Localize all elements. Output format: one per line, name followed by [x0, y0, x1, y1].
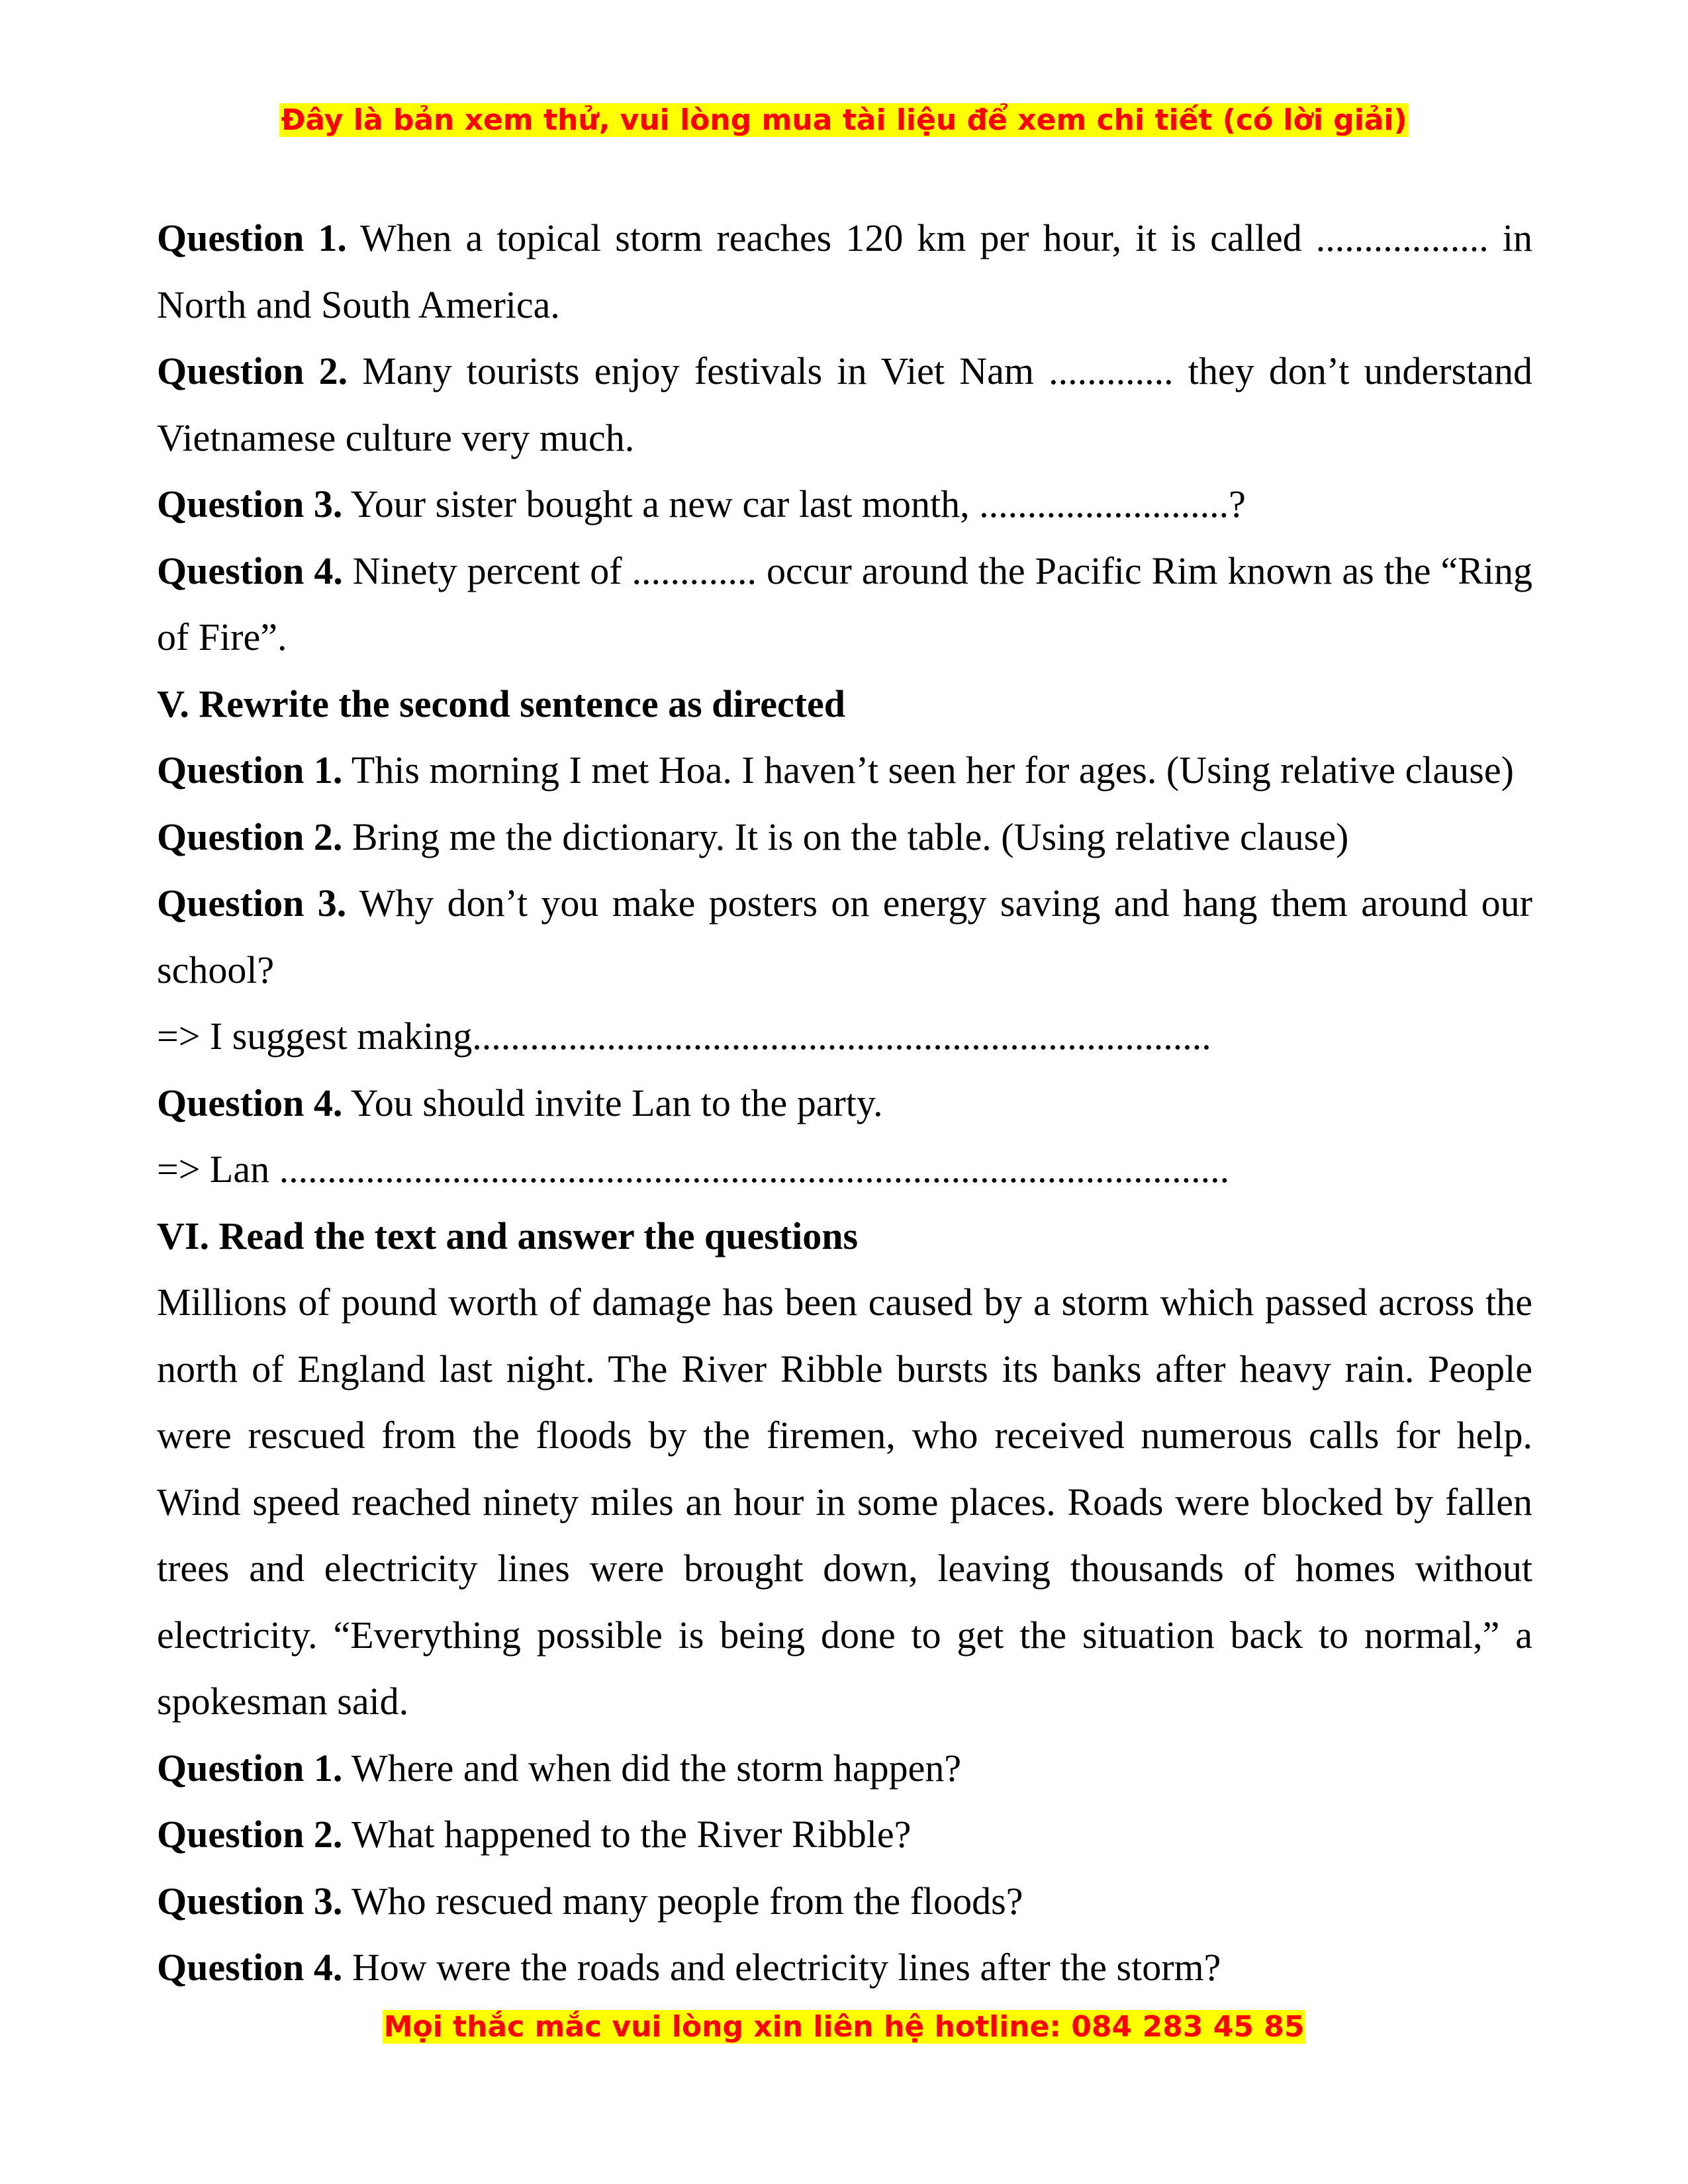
header-notice-text: Đây là bản xem thử, vui lòng mua tài liệu để xem chi tiết (có lời giải)	[281, 103, 1407, 137]
section-v-heading: V. Rewrite the second sentence as directed	[157, 682, 846, 725]
question-text: When a topical storm reaches 120 km per hour, it is called .................. in North and South America.	[157, 216, 1532, 326]
question-vi-3	[157, 1868, 1532, 1935]
question-label: Question 3.	[157, 482, 343, 525]
question-label: Question 4.	[157, 1946, 343, 1989]
question-text: What happened to the River Ribble?	[342, 1813, 912, 1856]
question-text: This morning I met Hoa. I haven’t seen her for ages. (Using relative clause)	[342, 749, 1514, 792]
answer-line-v-4: => Lan ...................................................................................................	[157, 1148, 1230, 1191]
question-text: How were the roads and electricity lines after the storm?	[342, 1946, 1221, 1989]
question-label: Question 2.	[157, 815, 343, 858]
question-text: Ninety percent of ............. occur around the Pacific Rim known as the “Ring of Fire”.	[157, 549, 1532, 659]
answer-line-v-3: => I suggest making.............................................................................	[157, 1015, 1211, 1058]
header-notice	[0, 101, 1688, 140]
question-v-2	[157, 804, 1532, 871]
question-vi-1	[157, 1735, 1532, 1802]
document-body	[157, 205, 1532, 2001]
section-vi-heading: VI. Read the text and answer the questions	[157, 1214, 859, 1257]
question-label: Question 1.	[157, 216, 347, 259]
question-iv-1	[157, 205, 1532, 338]
question-v-4	[157, 1070, 1532, 1137]
reading-passage: Millions of pound worth of damage has been caused by a storm which passed across the north of England last night. The River Ribble bursts its banks after heavy rain. People were rescued from the floods by the firemen, who received numerous calls for help. Wind speed reached ninety miles an hour in some places. Roads were blocked by fallen trees and electricity lines were brought down, leaving thousands of homes without electricity. “Everything possible is being done to get the situation back to normal,” a spokesman said.	[157, 1281, 1532, 1723]
footer-notice-text: Mọi thắc mắc vui lòng xin liên hệ hotline: 084 283 45 85	[383, 2010, 1305, 2044]
question-text: Where and when did the storm happen?	[342, 1746, 962, 1790]
question-text: You should invite Lan to the party.	[342, 1081, 883, 1124]
question-label: Question 1.	[157, 1746, 343, 1790]
question-vi-4	[157, 1934, 1532, 2001]
question-label: Question 1.	[157, 749, 343, 792]
question-label: Question 2.	[157, 1813, 343, 1856]
question-label: Question 4.	[157, 1081, 343, 1124]
question-v-1	[157, 737, 1532, 804]
question-vi-2	[157, 1801, 1532, 1868]
question-label: Question 4.	[157, 549, 343, 592]
question-iv-2	[157, 338, 1532, 471]
question-label: Question 3.	[157, 1879, 343, 1923]
question-label: Question 2.	[157, 349, 348, 392]
question-text: Who rescued many people from the floods?	[342, 1879, 1023, 1923]
footer-notice	[0, 2008, 1688, 2046]
question-text: Why don’t you make posters on energy saving and hang them around our school?	[157, 882, 1532, 991]
question-v-3	[157, 870, 1532, 1003]
question-iv-3	[157, 471, 1532, 538]
question-text: Your sister bought a new car last month, ..........................?	[342, 482, 1246, 525]
question-label: Question 3.	[157, 882, 347, 925]
question-iv-4	[157, 538, 1532, 671]
question-text: Many tourists enjoy festivals in Viet Nam ............. they don’t understand Vietnamese culture very much.	[157, 349, 1532, 459]
question-text: Bring me the dictionary. It is on the table. (Using relative clause)	[342, 815, 1349, 858]
